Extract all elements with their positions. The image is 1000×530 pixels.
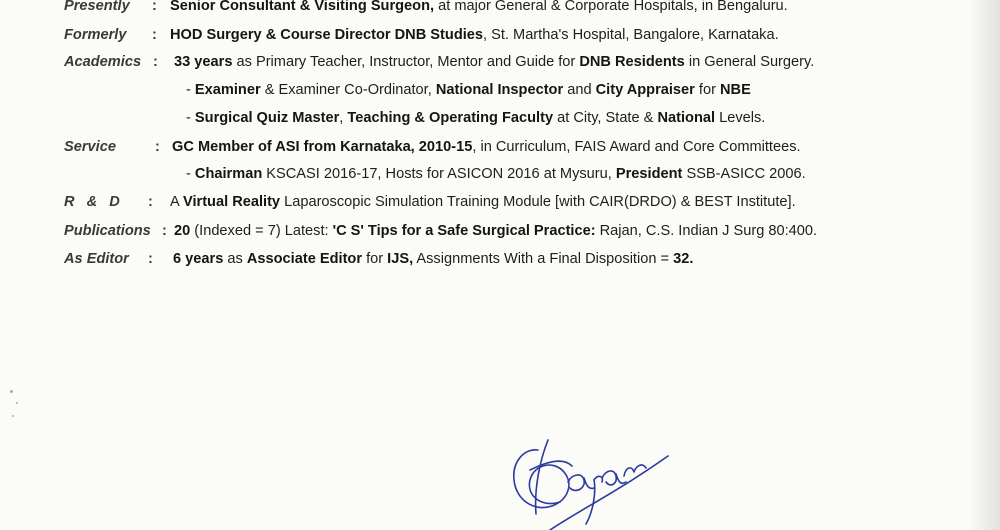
content-r-and-d bbox=[170, 193, 796, 211]
colon: : bbox=[152, 0, 157, 14]
text: - bbox=[186, 166, 195, 182]
text: , St. Martha's Hospital, Bangalore, Karnataka. bbox=[483, 27, 779, 43]
colon: : bbox=[152, 27, 157, 43]
colon: : bbox=[162, 223, 167, 239]
bold-text: President bbox=[615, 166, 683, 182]
text: & Examiner Co-Ordinator, bbox=[260, 82, 436, 98]
label-presently: Presently bbox=[64, 0, 130, 14]
label-publications: Publications bbox=[64, 223, 151, 239]
content-academics-sub-1 bbox=[186, 81, 751, 99]
bold-text: Associate Editor bbox=[246, 251, 363, 267]
scan-shadow bbox=[968, 0, 1000, 530]
bold-text: 32. bbox=[673, 251, 694, 267]
signature-a bbox=[568, 475, 594, 491]
text: at City, State & bbox=[553, 110, 658, 126]
text: as Primary Teacher, Instructor, Mentor and Guide for bbox=[232, 54, 580, 70]
label-as-editor: As Editor bbox=[64, 251, 129, 267]
colon: : bbox=[153, 54, 158, 70]
bold-text: 6 years bbox=[173, 251, 224, 267]
text: , in Curriculum, FAIS Award and Core Committees. bbox=[472, 139, 801, 155]
bold-text: Examiner bbox=[194, 82, 261, 98]
label-r-and-d: R & D bbox=[64, 194, 124, 210]
text: at major General & Corporate Hospitals, in Bengaluru. bbox=[434, 0, 788, 14]
scan-speck bbox=[10, 390, 13, 393]
bold-text: National Inspector bbox=[435, 82, 564, 98]
text: Rajan, C.S. Indian J Surg 80:400. bbox=[595, 223, 818, 239]
text: , bbox=[339, 110, 348, 126]
bold-text: Surgical Quiz Master bbox=[194, 110, 340, 126]
bold-text: 'C S' Tips for a Safe Surgical Practice: bbox=[332, 223, 596, 239]
label-formerly: Formerly bbox=[64, 27, 127, 43]
bold-text: National bbox=[657, 110, 716, 126]
bold-text: DNB Residents bbox=[579, 54, 685, 70]
text: - bbox=[186, 82, 195, 98]
text: Assignments With a Final Disposition = bbox=[413, 251, 674, 267]
signature-n bbox=[624, 465, 646, 476]
bold-text: HOD Surgery & Course Director DNB Studies bbox=[170, 27, 484, 43]
scan-speck bbox=[16, 402, 18, 404]
bold-text: IJS, bbox=[387, 251, 414, 267]
text: Levels. bbox=[715, 110, 766, 126]
text: for bbox=[694, 82, 720, 98]
bold-text: GC Member of ASI from Karnataka, 2010-15 bbox=[172, 139, 473, 155]
label-academics: Academics bbox=[64, 54, 142, 70]
text: in General Surgery. bbox=[684, 54, 815, 70]
text: as bbox=[223, 251, 247, 267]
text: for bbox=[362, 251, 388, 267]
handwritten-signature bbox=[490, 410, 690, 530]
content-service-sub-1 bbox=[186, 165, 806, 183]
text: and bbox=[563, 82, 596, 98]
text: (Indexed = 7) Latest: bbox=[190, 223, 333, 239]
bold-text: Chairman bbox=[194, 166, 263, 182]
content-academics-sub-2 bbox=[186, 109, 765, 127]
bold-text: NBE bbox=[719, 82, 751, 98]
bold-text: Teaching & Operating Faculty bbox=[347, 110, 554, 126]
content-as-editor bbox=[173, 250, 693, 268]
content-academics bbox=[174, 53, 814, 71]
colon: : bbox=[148, 251, 153, 267]
content-publications bbox=[174, 222, 817, 240]
text: Laparoscopic Simulation Training Module [with CAIR(DRDO) & BEST Institute]. bbox=[280, 194, 796, 210]
bold-text: Virtual Reality bbox=[182, 194, 281, 210]
bold-text: 20 bbox=[174, 223, 191, 239]
bold-text: 33 years bbox=[174, 54, 233, 70]
text: KSCASI 2016-17, Hosts for ASICON 2016 at Mysuru, bbox=[262, 166, 616, 182]
colon: : bbox=[155, 139, 160, 155]
colon: : bbox=[148, 194, 153, 210]
content-service bbox=[172, 138, 801, 156]
content-formerly bbox=[170, 26, 779, 44]
scan-speck bbox=[12, 415, 14, 417]
content-presently bbox=[170, 0, 788, 15]
signature-a2 bbox=[602, 471, 626, 485]
text: - bbox=[186, 110, 195, 126]
bold-text: Senior Consultant & Visiting Surgeon, bbox=[170, 0, 435, 14]
text: A bbox=[170, 194, 183, 210]
bold-text: City Appraiser bbox=[595, 82, 695, 98]
text: SSB-ASICC 2006. bbox=[682, 166, 806, 182]
label-service: Service bbox=[64, 139, 116, 155]
